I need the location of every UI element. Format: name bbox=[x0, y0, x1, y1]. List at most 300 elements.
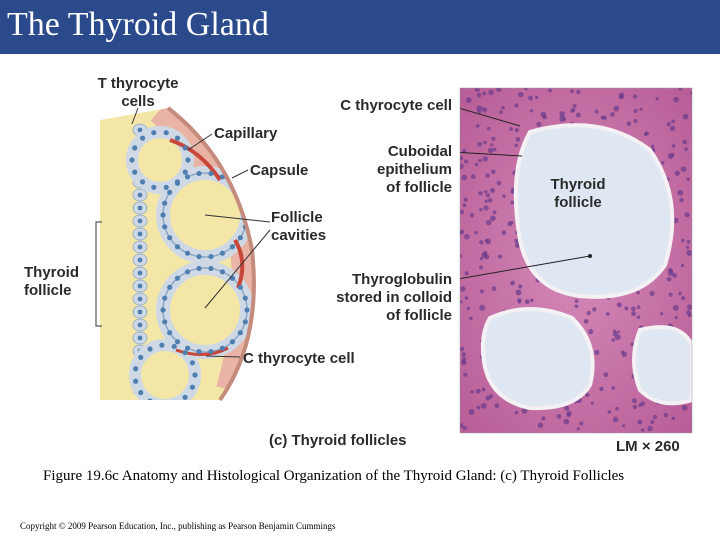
micrograph-nucleus bbox=[515, 128, 519, 132]
micrograph-nucleus bbox=[615, 407, 619, 411]
cell-nucleus bbox=[183, 170, 188, 175]
micrograph-nucleus bbox=[458, 423, 463, 428]
micrograph-nucleus bbox=[612, 338, 616, 342]
micrograph-nucleus bbox=[514, 103, 518, 107]
cell-nucleus bbox=[164, 185, 169, 190]
micrograph-nucleus bbox=[601, 115, 605, 119]
micrograph-nucleus bbox=[636, 291, 640, 295]
micrograph-nucleus bbox=[632, 398, 637, 403]
micrograph-nucleus bbox=[487, 127, 491, 131]
cell-nucleus bbox=[138, 245, 143, 250]
copyright-notice: Copyright © 2009 Pearson Education, Inc., publishing as Pearson Benjamin Cummings bbox=[20, 521, 336, 531]
micrograph-nucleus bbox=[603, 372, 608, 377]
micrograph-nucleus bbox=[484, 254, 489, 259]
micrograph-nucleus bbox=[465, 271, 469, 275]
micrograph-nucleus bbox=[477, 406, 481, 410]
micrograph-nucleus bbox=[686, 250, 692, 256]
follicle-small-top bbox=[132, 132, 188, 188]
micrograph-nucleus bbox=[681, 239, 685, 243]
micrograph-nucleus bbox=[479, 240, 483, 244]
micrograph-nucleus bbox=[510, 221, 513, 224]
cell-nucleus bbox=[182, 395, 187, 400]
micrograph-nucleus bbox=[613, 332, 617, 336]
cell-nucleus bbox=[208, 254, 213, 259]
label-c-thyrocyte-lower: C thyrocyte cell bbox=[243, 350, 355, 367]
micrograph-nucleus bbox=[672, 273, 677, 278]
micrograph-nucleus bbox=[479, 305, 485, 311]
micrograph-nucleus bbox=[493, 148, 497, 152]
micro-follicle-right bbox=[634, 327, 692, 403]
cell-nucleus bbox=[243, 319, 248, 324]
micrograph-nucleus bbox=[570, 89, 574, 93]
cell-nucleus bbox=[138, 193, 143, 198]
micrograph-nucleus bbox=[502, 230, 507, 235]
cell-nucleus bbox=[175, 136, 180, 141]
micrograph-nucleus bbox=[536, 122, 541, 127]
micrograph-nucleus bbox=[476, 389, 481, 394]
micrograph-nucleus bbox=[588, 329, 593, 334]
micrograph-nucleus bbox=[611, 386, 615, 390]
micrograph-nucleus bbox=[490, 188, 495, 193]
micrograph-nucleus bbox=[687, 304, 693, 310]
micrograph-nucleus bbox=[570, 109, 574, 113]
micrograph-nucleus bbox=[498, 254, 502, 258]
micrograph-nucleus bbox=[481, 403, 487, 409]
micrograph-nucleus bbox=[661, 161, 665, 165]
micrograph-nucleus bbox=[627, 121, 631, 125]
micrograph-nucleus bbox=[681, 264, 684, 267]
cell-nucleus bbox=[138, 271, 143, 276]
label-capsule: Capsule bbox=[250, 162, 309, 179]
label-thyroglobulin-line3: of follicle bbox=[386, 307, 452, 324]
micrograph-nucleus bbox=[466, 97, 472, 103]
micrograph-nucleus bbox=[461, 175, 467, 181]
micrograph-nucleus bbox=[463, 373, 467, 377]
cell-nucleus bbox=[175, 339, 180, 344]
cell-nucleus bbox=[167, 330, 172, 335]
cell-nucleus bbox=[138, 310, 143, 315]
cell-nucleus bbox=[243, 201, 248, 206]
micrograph-nucleus bbox=[587, 311, 591, 315]
cell-nucleus bbox=[138, 390, 143, 395]
label-micro-follicle-line1: Thyroid bbox=[550, 176, 606, 193]
cell-nucleus bbox=[185, 346, 190, 351]
micrograph-nucleus bbox=[577, 427, 580, 430]
micrograph-nucleus bbox=[464, 234, 469, 239]
cell-nucleus bbox=[159, 402, 164, 407]
micrograph-nucleus bbox=[631, 311, 636, 316]
micrograph-nucleus bbox=[496, 86, 502, 92]
micrograph-nucleus bbox=[469, 409, 475, 415]
cell-nucleus bbox=[138, 232, 143, 237]
micrograph-nucleus bbox=[476, 105, 482, 111]
label-thyroglobulin-line1: Thyroglobulin bbox=[352, 271, 452, 288]
micrograph-nucleus bbox=[633, 405, 637, 409]
label-cuboidal-line2: epithelium bbox=[376, 161, 452, 178]
micrograph-nucleus bbox=[678, 87, 682, 91]
cell-nucleus bbox=[244, 307, 249, 312]
cell-nucleus bbox=[175, 179, 180, 184]
cell-nucleus bbox=[172, 344, 177, 349]
micrograph-nucleus bbox=[484, 190, 487, 193]
label-cuboidal-epithelium bbox=[330, 143, 452, 197]
micrograph-nucleus bbox=[574, 304, 578, 308]
micrograph-nucleus bbox=[633, 94, 637, 98]
magnification-label: LM × 260 bbox=[616, 438, 680, 455]
micrograph-nucleus bbox=[667, 122, 671, 126]
micrograph-nucleus bbox=[459, 231, 463, 235]
micrograph-nucleus bbox=[594, 350, 599, 355]
micrograph-nucleus bbox=[514, 144, 518, 148]
micrograph-nucleus bbox=[683, 114, 689, 120]
cell-nucleus bbox=[192, 372, 197, 377]
cell-nucleus bbox=[230, 339, 235, 344]
cell-nucleus bbox=[185, 157, 190, 162]
micrograph-nucleus bbox=[584, 319, 589, 324]
micrograph-nucleus bbox=[515, 411, 519, 415]
micrograph-nucleus bbox=[679, 198, 683, 202]
micrograph-nucleus bbox=[485, 173, 490, 178]
micrograph-nucleus bbox=[637, 419, 642, 424]
cell-nucleus bbox=[167, 190, 172, 195]
cell-nucleus bbox=[160, 307, 165, 312]
micrograph-nucleus bbox=[675, 316, 678, 319]
micrograph-nucleus bbox=[677, 190, 683, 196]
cell-nucleus bbox=[167, 235, 172, 240]
cell-nucleus bbox=[138, 336, 143, 341]
micrograph-nucleus bbox=[525, 299, 530, 304]
micrograph-nucleus bbox=[645, 131, 649, 135]
micrograph-nucleus bbox=[492, 286, 497, 291]
micrograph-nucleus bbox=[608, 410, 611, 413]
micrograph-nucleus bbox=[579, 421, 583, 425]
cell-nucleus bbox=[140, 179, 145, 184]
micrograph-nucleus bbox=[681, 166, 687, 172]
micrograph-nucleus bbox=[491, 137, 495, 141]
micrograph-nucleus bbox=[690, 91, 693, 94]
cell-nucleus bbox=[196, 266, 201, 271]
micrograph-nucleus bbox=[542, 115, 546, 119]
cell-nucleus bbox=[230, 244, 235, 249]
micrograph-nucleus bbox=[641, 428, 645, 432]
micrograph-nucleus bbox=[480, 289, 484, 293]
micrograph-nucleus bbox=[664, 413, 668, 417]
label-thyroid-follicle-line2: follicle bbox=[24, 282, 72, 299]
micrograph-nucleus bbox=[619, 95, 624, 100]
micrograph-nucleus bbox=[682, 140, 687, 145]
label-follicle-cavities-line2: cavities bbox=[271, 227, 327, 244]
micrograph-nucleus bbox=[567, 413, 571, 417]
cell-nucleus bbox=[162, 319, 167, 324]
micrograph-nucleus bbox=[660, 312, 663, 315]
micrograph-nucleus bbox=[484, 199, 487, 202]
cell-nucleus bbox=[132, 170, 137, 175]
label-thyroglobulin bbox=[300, 271, 452, 325]
cell-nucleus bbox=[243, 296, 248, 301]
micrograph-nucleus bbox=[624, 307, 628, 311]
micrograph-nucleus bbox=[480, 257, 483, 260]
micrograph-nucleus bbox=[499, 111, 503, 115]
micrograph-nucleus bbox=[686, 246, 689, 249]
micrograph-nucleus bbox=[637, 315, 641, 319]
micrograph-nucleus bbox=[463, 426, 467, 430]
micrograph-nucleus bbox=[490, 143, 493, 146]
micrograph-nucleus bbox=[671, 119, 675, 123]
micrograph-nucleus bbox=[633, 109, 637, 113]
micrograph-nucleus bbox=[478, 159, 482, 163]
micrograph-nucleus bbox=[673, 305, 679, 311]
micrograph-nucleus bbox=[459, 300, 462, 303]
micrograph-nucleus bbox=[494, 403, 499, 408]
cell-nucleus bbox=[138, 219, 143, 224]
micrograph-nucleus bbox=[476, 124, 480, 128]
micro-follicle-lower bbox=[483, 309, 593, 408]
label-thyroid-follicle-line1: Thyroid bbox=[24, 264, 79, 281]
micrograph-nucleus bbox=[491, 170, 496, 175]
micrograph-nucleus bbox=[559, 111, 565, 117]
micrograph-nucleus bbox=[530, 299, 533, 302]
cell-nucleus bbox=[133, 379, 138, 384]
cell-nucleus bbox=[138, 297, 143, 302]
micrograph-nucleus bbox=[489, 394, 493, 398]
figure-caption: Figure 19.6c Anatomy and Histological Organization of the Thyroid Gland: (c) Thyroid Follicles bbox=[43, 468, 625, 484]
micrograph-nucleus bbox=[687, 240, 691, 244]
micrograph-nucleus bbox=[651, 145, 654, 148]
micrograph-nucleus bbox=[518, 284, 522, 288]
micrograph-nucleus bbox=[478, 191, 482, 195]
cell-nucleus bbox=[138, 284, 143, 289]
micrograph-nucleus bbox=[595, 110, 599, 114]
micrograph-nucleus bbox=[538, 422, 543, 427]
micrograph-nucleus bbox=[684, 148, 688, 152]
micrograph-nucleus bbox=[502, 195, 505, 198]
micrograph-nucleus bbox=[462, 352, 466, 356]
follicle-lower bbox=[163, 268, 247, 352]
label-t-thyrocyte-line2: cells bbox=[121, 93, 155, 110]
cell-nucleus bbox=[138, 355, 143, 360]
cell-nucleus bbox=[190, 360, 195, 365]
micrograph-nucleus bbox=[681, 296, 685, 300]
label-cuboidal-line3: of follicle bbox=[386, 179, 452, 196]
micrograph-nucleus bbox=[591, 402, 594, 405]
micrograph-nucleus bbox=[576, 113, 581, 118]
micrograph-nucleus bbox=[606, 312, 610, 316]
micrograph-nucleus bbox=[488, 148, 493, 153]
cell-nucleus bbox=[162, 224, 167, 229]
cell-nucleus bbox=[185, 251, 190, 256]
cell-nucleus bbox=[196, 254, 201, 259]
micrograph-nucleus bbox=[518, 300, 522, 304]
micrograph-nucleus bbox=[673, 97, 679, 103]
micrograph-nucleus bbox=[458, 156, 463, 161]
label-c-thyrocyte-upper: C thyrocyte cell bbox=[340, 97, 452, 114]
cell-nucleus bbox=[238, 190, 243, 195]
label-micro-thyroid-follicle bbox=[540, 176, 616, 212]
cell-nucleus bbox=[151, 185, 156, 190]
micrograph-nucleus bbox=[687, 178, 690, 181]
cell-nucleus bbox=[147, 346, 152, 351]
cell-nucleus bbox=[175, 276, 180, 281]
micrograph-nucleus bbox=[631, 307, 636, 312]
micrograph-nucleus bbox=[510, 281, 515, 286]
micrograph-nucleus bbox=[575, 299, 579, 303]
cell-nucleus bbox=[238, 235, 243, 240]
label-capillary: Capillary bbox=[214, 125, 278, 142]
cell-nucleus bbox=[151, 130, 156, 135]
micrograph-nucleus bbox=[592, 307, 596, 311]
cell-nucleus bbox=[167, 285, 172, 290]
micrograph-nucleus bbox=[653, 415, 657, 419]
micrograph-nucleus bbox=[668, 293, 672, 297]
label-micro-follicle-line2: follicle bbox=[554, 194, 602, 211]
micrograph bbox=[452, 86, 693, 433]
micrograph-nucleus bbox=[463, 198, 467, 202]
label-cuboidal-line1: Cuboidal bbox=[387, 143, 452, 160]
micrograph-nucleus bbox=[482, 92, 486, 96]
cell-nucleus bbox=[220, 346, 225, 351]
cell-nucleus bbox=[160, 212, 165, 217]
micrograph-nucleus bbox=[467, 307, 471, 311]
micrograph-nucleus bbox=[483, 141, 487, 145]
cell-nucleus bbox=[175, 244, 180, 249]
micrograph-nucleus bbox=[470, 213, 475, 218]
label-thyroglobulin-line2: stored in colloid bbox=[336, 289, 452, 306]
micrograph-nucleus bbox=[510, 201, 514, 205]
micrograph-nucleus bbox=[639, 108, 642, 111]
cell-nucleus bbox=[162, 201, 167, 206]
micrograph-nucleus bbox=[497, 181, 502, 186]
micrograph-nucleus bbox=[470, 390, 474, 394]
micrograph-nucleus bbox=[541, 416, 545, 420]
micrograph-nucleus bbox=[670, 126, 675, 131]
micrograph-nucleus bbox=[516, 289, 522, 295]
cell-nucleus bbox=[138, 258, 143, 263]
cell-nucleus bbox=[196, 349, 201, 354]
micrograph-nucleus bbox=[638, 403, 641, 406]
cell-nucleus bbox=[185, 269, 190, 274]
micrograph-nucleus bbox=[617, 302, 622, 307]
micrograph-nucleus bbox=[686, 310, 691, 315]
micrograph-nucleus bbox=[670, 153, 674, 157]
micrograph-nucleus bbox=[576, 90, 580, 94]
micrograph-nucleus bbox=[486, 193, 490, 197]
cell-nucleus bbox=[132, 145, 137, 150]
cell-nucleus bbox=[220, 269, 225, 274]
cell-nucleus bbox=[172, 401, 177, 406]
cell-nucleus bbox=[238, 285, 243, 290]
micrograph-nucleus bbox=[501, 106, 505, 110]
micrograph-nucleus bbox=[528, 96, 533, 101]
micrograph-nucleus bbox=[622, 424, 625, 427]
micrograph-nucleus bbox=[535, 96, 538, 99]
micrograph-nucleus bbox=[655, 97, 658, 100]
micrograph-nucleus bbox=[518, 92, 524, 98]
cell-nucleus bbox=[208, 266, 213, 271]
cell-nucleus bbox=[208, 171, 213, 176]
micrograph-nucleus bbox=[678, 292, 682, 296]
micrograph-nucleus bbox=[637, 305, 641, 309]
micrograph-nucleus bbox=[471, 174, 476, 179]
micrograph-nucleus bbox=[483, 156, 488, 161]
label-t-thyrocyte-line1: T thyrocyte bbox=[97, 75, 179, 92]
cell-nucleus bbox=[140, 136, 145, 141]
micrograph-nucleus bbox=[493, 210, 497, 214]
micrograph-nucleus bbox=[647, 426, 652, 431]
micrograph-nucleus bbox=[488, 198, 493, 203]
micrograph-nucleus bbox=[530, 109, 533, 112]
cell-nucleus bbox=[138, 323, 143, 328]
cell-nucleus bbox=[164, 130, 169, 135]
cell-nucleus bbox=[162, 296, 167, 301]
micrograph-nucleus bbox=[667, 277, 672, 282]
label-follicle-cavities bbox=[271, 209, 326, 245]
micrograph-nucleus bbox=[564, 406, 569, 411]
micrograph-nucleus bbox=[482, 107, 487, 112]
cell-nucleus bbox=[208, 349, 213, 354]
micrograph-nucleus bbox=[509, 127, 513, 131]
micrograph-nucleus bbox=[548, 89, 552, 93]
micrograph-nucleus bbox=[613, 417, 619, 423]
cell-nucleus bbox=[129, 157, 134, 162]
micrograph-nucleus bbox=[682, 405, 688, 411]
panel-label: (c) Thyroid follicles bbox=[269, 432, 407, 449]
micrograph-nucleus bbox=[599, 387, 603, 391]
micrograph-nucleus bbox=[516, 137, 521, 142]
micrograph-nucleus bbox=[573, 104, 577, 108]
micrograph-nucleus bbox=[675, 171, 680, 176]
cell-nucleus bbox=[147, 398, 152, 403]
cell-nucleus bbox=[182, 350, 187, 355]
slide-title: The Thyroid Gland bbox=[7, 6, 269, 43]
micrograph-nucleus bbox=[650, 420, 654, 424]
micrograph-nucleus bbox=[461, 360, 466, 365]
micrograph-nucleus bbox=[482, 388, 486, 392]
micrograph-nucleus bbox=[685, 212, 690, 217]
micrograph-nucleus bbox=[650, 291, 655, 296]
micrograph-nucleus bbox=[465, 296, 469, 300]
micrograph-nucleus bbox=[477, 142, 482, 147]
micrograph-nucleus bbox=[474, 231, 478, 235]
micrograph-nucleus bbox=[458, 164, 464, 170]
cell-nucleus bbox=[133, 366, 138, 371]
micrograph-nucleus bbox=[479, 265, 483, 269]
micrograph-nucleus bbox=[477, 93, 482, 98]
cell-nucleus bbox=[196, 171, 201, 176]
micrograph-nucleus bbox=[475, 163, 479, 167]
micrograph-nucleus bbox=[460, 286, 465, 291]
micrograph-nucleus bbox=[488, 90, 493, 95]
label-t-thyrocyte bbox=[90, 75, 186, 111]
label-follicle-cavities-line1: Follicle bbox=[271, 209, 323, 226]
micrograph-nucleus bbox=[463, 203, 467, 207]
micrograph-nucleus bbox=[614, 106, 620, 112]
micrograph-nucleus bbox=[557, 414, 562, 419]
micrograph-nucleus bbox=[486, 220, 492, 226]
cell-nucleus bbox=[138, 206, 143, 211]
micrograph-nucleus bbox=[464, 159, 468, 163]
cell-nucleus bbox=[190, 385, 195, 390]
cell-nucleus bbox=[238, 330, 243, 335]
micrograph-nucleus bbox=[485, 239, 488, 242]
micrograph-nucleus bbox=[490, 215, 496, 221]
micrograph-nucleus bbox=[672, 144, 676, 148]
cell-nucleus bbox=[159, 343, 164, 348]
micrograph-nucleus bbox=[633, 119, 637, 123]
micrograph-nucleus bbox=[622, 352, 627, 357]
micrograph-nucleus bbox=[483, 205, 488, 210]
label-thyroid-follicle bbox=[24, 264, 79, 300]
micrograph-nucleus bbox=[460, 347, 464, 351]
